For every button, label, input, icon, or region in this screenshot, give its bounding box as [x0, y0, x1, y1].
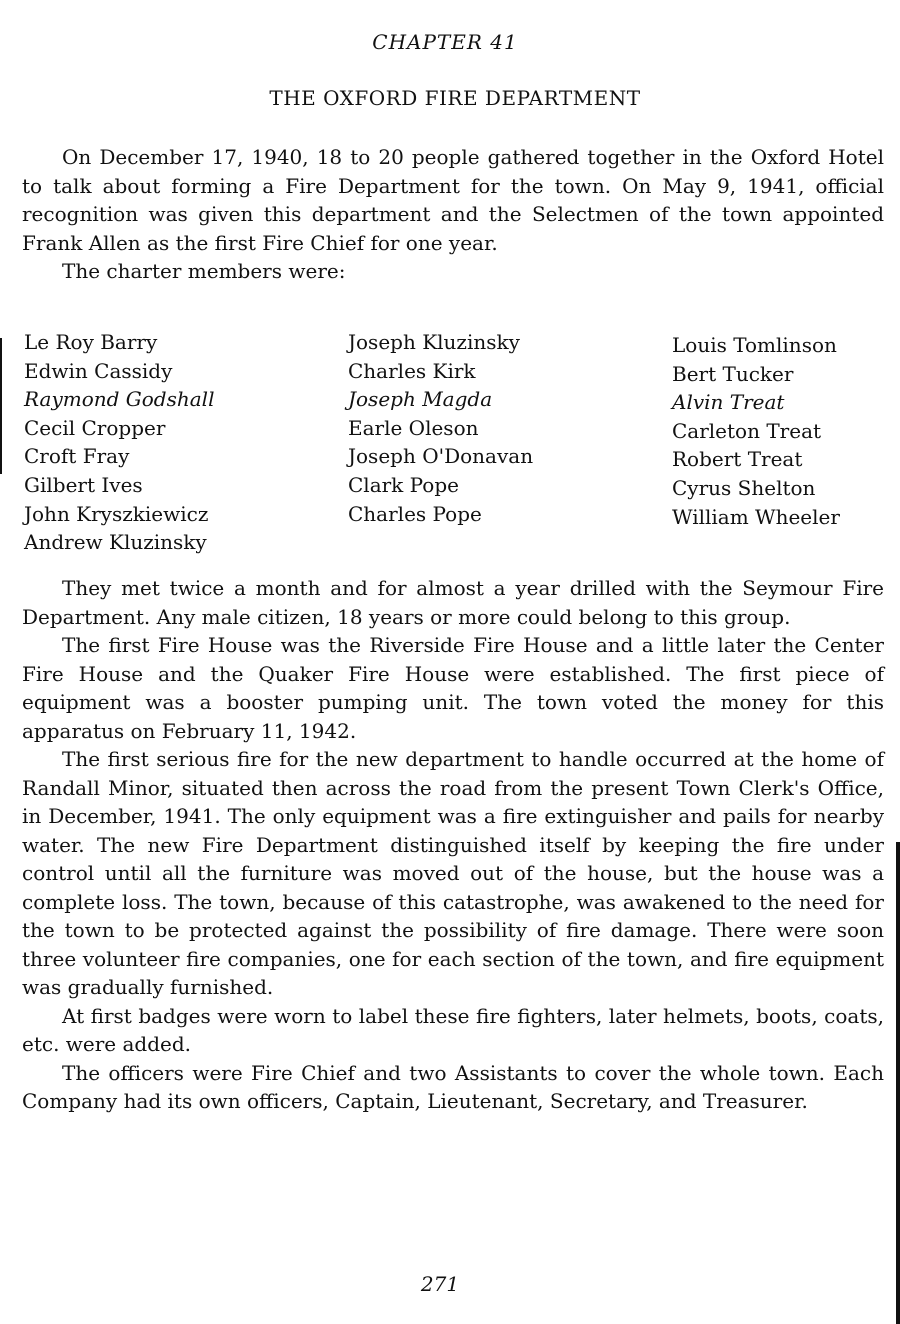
member-name: Gilbert Ives [24, 472, 143, 497]
paragraph: The first Fire House was the Riverside Fire House and a little later the Center Fire House and the Quaker Fire House were established. The first piece of equipment was a booster pumping unit. The town voted the money for this apparatus on February 11, 1942. [22, 633, 884, 743]
members-column-2 [348, 328, 533, 528]
paragraph: The charter members were: [62, 259, 346, 284]
scan-edge-mark [896, 842, 900, 1324]
page-number: 271 [420, 1272, 460, 1296]
member-name: Louis Tomlinson [672, 333, 837, 357]
member-name: Clark Pope [348, 472, 459, 497]
paragraph: At first badges were worn to label these fire fighters, later helmets, boots, coats, etc. were added. [22, 1003, 884, 1056]
member-name: Joseph Magda [348, 387, 493, 412]
member-name: Edwin Cassidy [24, 358, 173, 383]
member-name: Charles Kirk [348, 358, 476, 383]
member-name: Joseph Kluzinsky [348, 330, 520, 354]
chapter-label: CHAPTER 41 [372, 30, 518, 54]
member-name: William Wheeler [672, 504, 840, 529]
member-name: John Kryszkiewicz [24, 501, 209, 526]
members-column-1 [24, 328, 214, 557]
body-text [22, 574, 884, 1116]
paragraph: On December 17, 1940, 18 to 20 people gathered together in the Oxford Hotel to talk about forming a Fire Department for the town. On May 9, 1941, official recognition was given this department and the Selectmen of the town appointed Frank Allen as the first Fire Chief for one year. [22, 145, 884, 255]
member-name: Cecil Cropper [24, 415, 166, 440]
paragraph: They met twice a month and for almost a year drilled with the Seymour Fire Department. Any male citizen, 18 years or more could belong to this group. [22, 576, 884, 629]
paragraph: The officers were Fire Chief and two Assistants to cover the whole town. Each Company had its own officers, Captain, Lieutenant, Secretary, and Treasurer. [22, 1060, 884, 1113]
member-name: Joseph O'Donavan [348, 444, 534, 469]
member-name: Le Roy Barry [24, 330, 158, 354]
member-name: Robert Treat [672, 447, 803, 472]
member-name: Cyrus Shelton [672, 475, 816, 500]
member-name: Croft Fray [24, 444, 130, 469]
member-name: Alvin Treat [672, 390, 785, 415]
members-column-3 [672, 331, 840, 531]
member-name: Raymond Godshall [24, 387, 215, 412]
intro-text [22, 143, 884, 286]
scan-edge-mark [0, 338, 2, 474]
member-name: Charles Pope [348, 501, 482, 526]
member-name: Andrew Kluzinsky [24, 530, 207, 555]
chapter-title: THE OXFORD FIRE DEPARTMENT [269, 86, 641, 110]
paragraph: The first serious fire for the new department to handle occurred at the home of Randall Minor, situated then across the road from the present Town Clerk's Office, in December, 1941. The only equipment was a fire extinguisher and pails for nearby water. The new Fire Department distinguished itself by keeping the fire under control until all the furniture was moved out of the house, but the house was a complete loss. The town, because of this catastrophe, was awakened to the need for the town to be protected against the possibility of fire damage. There were soon three volunteer fire companies, one for each section of the town, and fire equipment was gradually furnished. [22, 747, 884, 999]
member-name: Earle Oleson [348, 415, 479, 440]
member-name: Carleton Treat [672, 418, 822, 443]
member-name: Bert Tucker [672, 361, 794, 386]
